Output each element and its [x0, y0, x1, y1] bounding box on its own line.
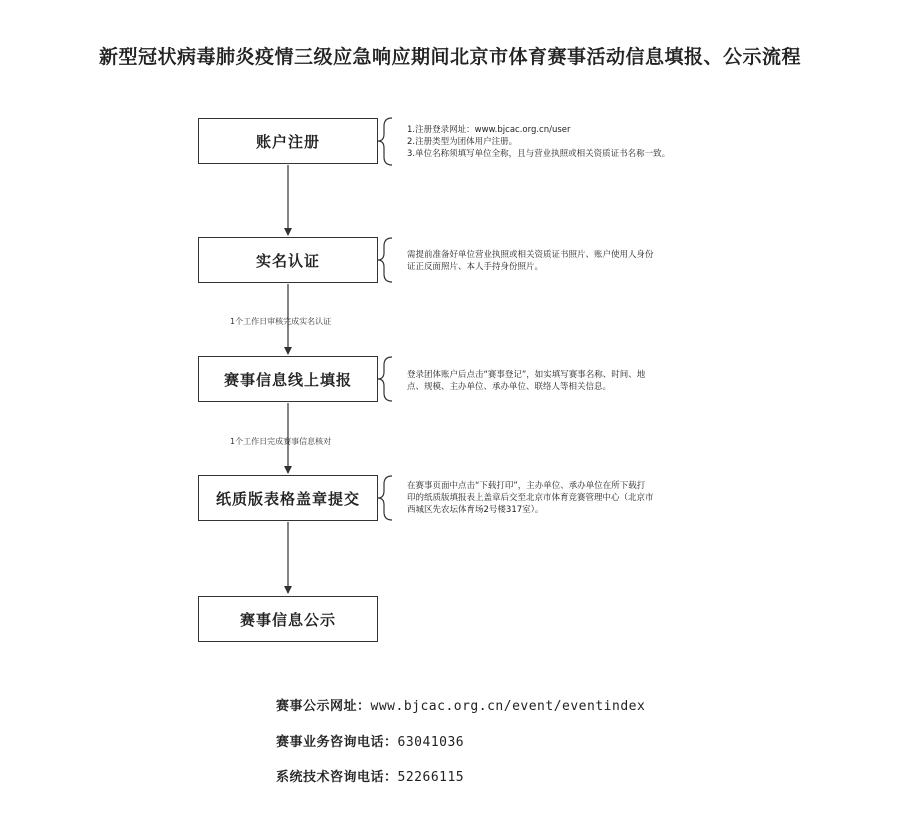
- note-line: 在赛事页面中点击“下载打印”，主办单位、承办单位在所下载打: [407, 481, 646, 491]
- step-label: 纸质版表格盖章提交: [215, 489, 360, 508]
- note-line: 印的纸质版填报表上盖章后交至北京市体育竞赛管理中心（北京市: [407, 493, 654, 503]
- step-label: 赛事信息线上填报: [223, 370, 352, 389]
- brace-2: [378, 238, 392, 282]
- footer-tech-number: 52266115: [397, 770, 465, 785]
- step-event-publication: [198, 596, 378, 642]
- note-line: 西城区先农坛体育场2号楼317室）。: [407, 505, 544, 515]
- step-paper-form-submission: [198, 475, 378, 521]
- brace-1: [378, 118, 392, 165]
- note-online-event-filing: [407, 369, 712, 393]
- brace-3: [378, 357, 392, 401]
- footer-tech-label: 系统技术咨询电话：: [276, 770, 398, 785]
- footer-website: [276, 695, 645, 714]
- edge-label-verification: 1个工作日完成赛事信息核对: [230, 437, 332, 446]
- footer-business-number: 63041036: [397, 735, 465, 750]
- note-identity-verification: [407, 249, 712, 273]
- footer-website-label: 赛事公示网址：: [276, 699, 371, 714]
- step-label: 账户注册: [255, 132, 320, 151]
- note-account-registration: [407, 124, 712, 160]
- step-label: 赛事信息公示: [239, 610, 336, 629]
- note-line: 1.注册登录网址：www.bjcac.org.cn/user: [407, 125, 571, 135]
- note-paper-form-submission: [407, 480, 712, 516]
- note-line: 3.单位名称须填写单位全称，且与营业执照或相关资质证书名称一致。: [407, 149, 671, 159]
- note-line: 2.注册类型为团体用户注册。: [407, 137, 518, 147]
- brace-4: [378, 476, 392, 520]
- note-line: 登录团体账户后点击“赛事登记”，如实填写赛事名称、时间、地: [407, 370, 646, 380]
- step-account-registration: [198, 118, 378, 164]
- step-identity-verification: [198, 237, 378, 283]
- note-line: 证正反面照片、本人手持身份照片。: [407, 262, 544, 272]
- edge-label-verification: 1个工作日审核完成实名认证: [230, 317, 332, 326]
- page-title: 新型冠状病毒肺炎疫情三级应急响应期间北京市体育赛事活动信息填报、公示流程: [98, 46, 801, 68]
- footer-business-phone: [276, 731, 464, 750]
- footer-website-link[interactable]: www.bjcac.org.cn/event/eventindex: [370, 699, 646, 714]
- step-label: 实名认证: [255, 251, 320, 270]
- note-line: 需提前准备好单位营业执照或相关资质证书照片、账户使用人身份: [407, 250, 654, 260]
- step-online-event-filing: [198, 356, 378, 402]
- note-line: 点、规模、主办单位、承办单位、联络人等相关信息。: [407, 382, 612, 392]
- footer-tech-phone: [276, 766, 464, 785]
- footer-business-label: 赛事业务咨询电话：: [276, 735, 398, 750]
